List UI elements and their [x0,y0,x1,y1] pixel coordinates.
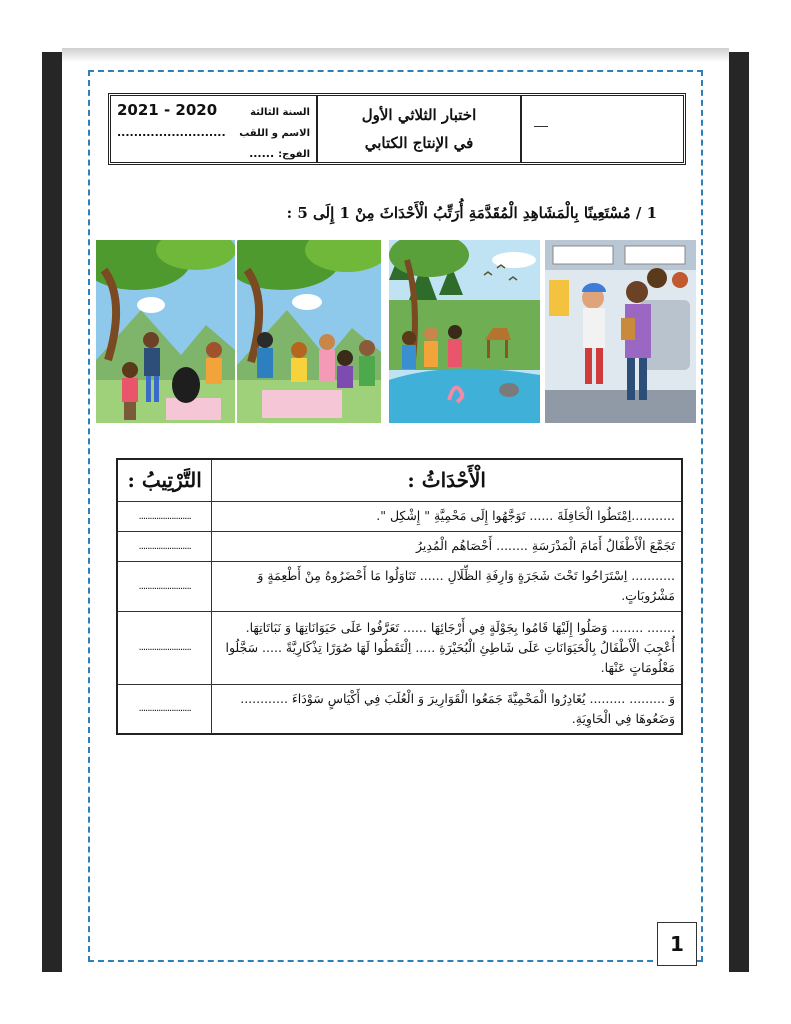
order-answer-field[interactable]: ........................ [117,531,212,561]
event-text: تَجَمَّعَ الْأَطْفَالُ أَمَامَ الْمَدْرَسَةِ ........ أَحْصَاهُم الْمُدِيرُ [212,531,682,561]
school-year: 2021 - 2020 [117,101,218,119]
name-line [117,123,310,144]
table-row [117,501,682,531]
events-column-header: الْأَحْدَاثُ : [212,459,682,501]
table-row [117,531,682,561]
grade-cell [520,96,683,162]
year-label: السنة الثالثة [250,107,310,118]
exam-header-table [108,93,686,165]
grade-blank [534,126,548,127]
group-label: الفوج: [278,149,310,160]
exam-subject: في الإنتاج الكتابي [364,134,474,152]
order-answer-field[interactable]: ........................ [117,611,212,684]
event-text: ........... اِسْتَرَاحُوا تَحْتَ شَجَرَةٍ وَارِفَةِ الظِّلَالِ ...... تَنَاوَلُوا مَا أَحْضَرُوهُ مِنْ أَطْعِمَةٍ وَ مَشْرُوبَاتٍ. [212,561,682,611]
student-info-cell [111,96,316,162]
order-answer-field[interactable]: ........................ [117,684,212,734]
order-answer-field[interactable]: ........................ [117,561,212,611]
group-field[interactable]: ...... [249,147,275,160]
table-row [117,611,682,684]
scene-cleaning-up [96,240,235,423]
left-dark-border [42,52,62,972]
scene-nature-reserve-lake [389,240,540,423]
scene-picnic-eating [237,240,381,423]
order-column-header: التَّرْتِيبُ : [117,459,212,501]
table-row [117,684,682,734]
right-dark-border [729,52,749,972]
exam-title: اختبار الثلاثي الأول [361,106,477,124]
year-line [117,100,310,123]
name-label: الاسم و اللقب [239,128,310,139]
event-text: ...........اِمْتَطُوا الْحَافِلَةَ ...... تَوَجَّهُوا إِلَى مَحْمِيَّةِ " إِشْكِل ". [212,501,682,531]
event-text: ....... ........ وَصَلُوا إِلَيْهَا قَامُوا بِجَوْلَةٍ فِي أَرْجَائِهَا ...... تَعَرَّفُوا عَلَى حَيَوَانَاتِهَا وَ نَبَاتَاتِهَا. أُعْجِبَ الْأَطْفَالُ بِالْحَيَوَانَاتِ عَلَى شَاطِئِ الْبُحَيْرَةِ ..... اِلْتَقَطُوا لَهَا صُوَرًا تِذْكَارِيَّةً ..... سَجَّلُوا مَعْلُومَاتٍ عَنْهَا. [212,611,682,684]
page-top-shadow [62,48,729,62]
events-ordering-table [116,458,683,735]
scene-bus [545,240,696,423]
group-line [117,144,310,165]
question-1: 1 / مُسْتَعِينًا بِالْمَشَاهِدِ الْمُقَدَّمَةِ أُرَتِّبُ الْأَحْدَاثَ مِنْ 1 إِلَى 5 : [286,204,657,222]
event-text: وَ ......... ......... يُغَادِرُوا الْمَحْمِيَّةَ جَمَعُوا الْقَوَارِيرَ وَ الْعُلَبَ فِي أَكْيَاسٍ سَوْدَاءَ ............ وَضَعُوهَا فِي الْحَاوِيَةِ. [212,684,682,734]
name-field[interactable]: .......................... [117,126,226,139]
exam-title-cell [316,96,520,162]
order-answer-field[interactable]: ........................ [117,501,212,531]
table-row [117,561,682,611]
page-number: 1 [657,922,697,966]
